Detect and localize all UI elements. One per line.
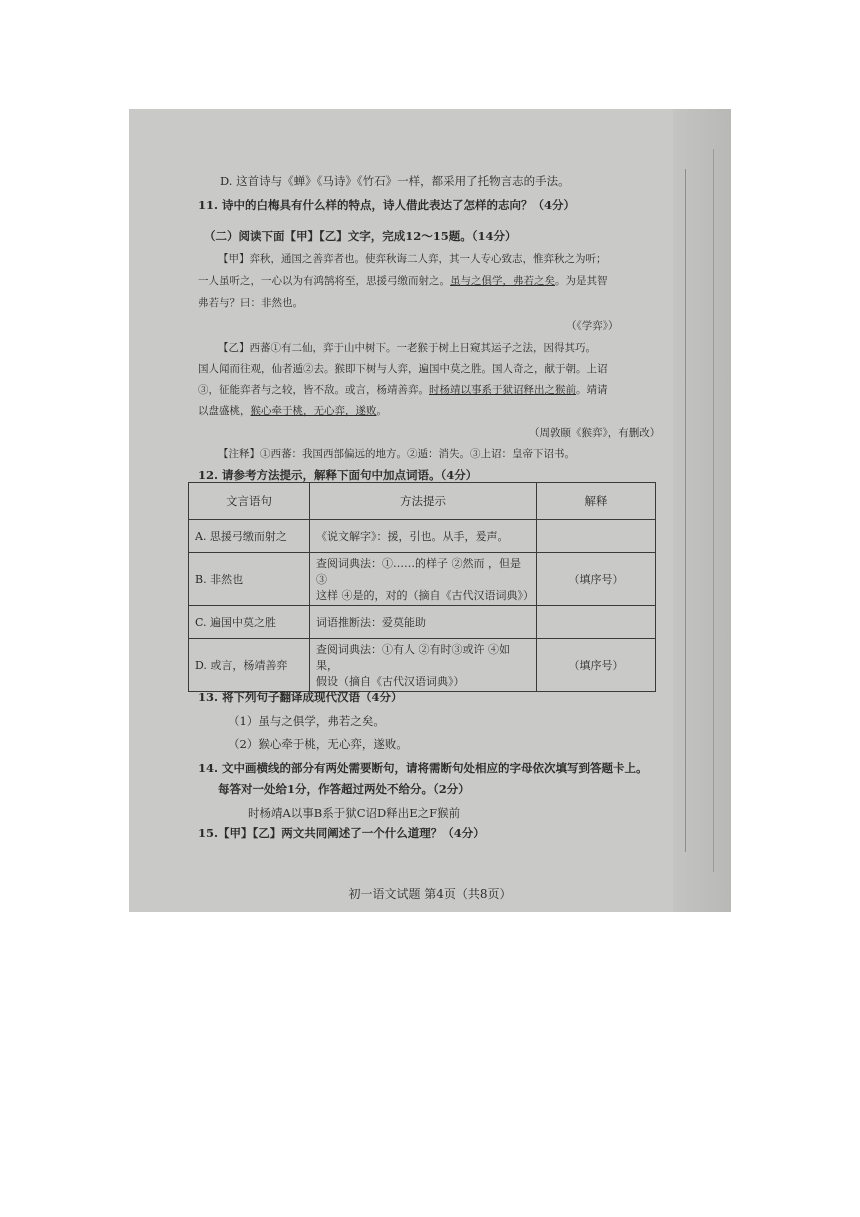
option-d: D. 这首诗与《蝉》《马诗》《竹石》一样，都采用了托物言志的手法。 [220, 174, 570, 188]
sentence-cell: D. 或言，杨靖善弈 [189, 639, 310, 692]
hint-line: 查阅词典法：①有人 ②有时③或许 ④如果， [316, 643, 510, 672]
source-jia: （《学弈》） [566, 320, 619, 332]
question-15: 15.【甲】【乙】两文共同阐述了一个什么道理？（4分） [198, 826, 485, 840]
hint-line: 查阅词典法：①……的样子 ②然而 ，但是③ [316, 557, 521, 586]
table-row [189, 520, 656, 553]
hint-cell: 词语推断法：爱莫能助 [310, 606, 537, 639]
annotation-notes: 【注释】①西蕃：我国西部偏远的地方。②遁：消失。③上诏：皇帝下诏书。 [218, 448, 575, 460]
underlined-sentence: 时杨靖以事系于狱诏释出之猴前 [429, 384, 576, 396]
text-yi-line-1: 【乙】西蕃①有二仙，弈于山中树下。一老猴于树上日窥其运子之法，因得其巧。 [218, 342, 596, 354]
text-span: 。 [376, 405, 387, 417]
sentence-cell: A. 思援弓缴而射之 [189, 520, 310, 553]
method-table [188, 482, 656, 692]
text-yi-line-4 [198, 404, 387, 419]
hint-line: 假设（摘自《古代汉语词典》） [316, 675, 465, 688]
question-11: 11. 诗中的白梅具有什么样的特点，诗人借此表达了怎样的志向？（4分） [198, 198, 576, 212]
question-12: 12. 请参考方法提示，解释下面句中加点词语。（4分） [198, 468, 478, 482]
sentence-cell: B. 非然也 [189, 553, 310, 606]
binding-margin [673, 109, 731, 912]
sentence-cell: C. 遍国中莫之胜 [189, 606, 310, 639]
text-jia-line-2 [198, 274, 608, 289]
table-row [189, 639, 656, 692]
answer-cell: （填序号） [537, 553, 656, 606]
text-yi-line-2: 国人闻而往观，仙者遁②去。猴即下树与人弈，遍国中莫之胜。国人奇之，献于朝。上诏 [198, 363, 608, 375]
text-span: 一人虽听之，一心以为有鸿鹄将至，思援弓缴而射之。 [198, 275, 450, 287]
question-14-sentence: 时杨靖A以事B系于狱C诏D释出E之F猴前 [248, 806, 461, 820]
column-header: 方法提示 [310, 483, 537, 520]
page-footer: 初一语文试题 第4页（共8页） [348, 887, 512, 901]
margin-line [685, 169, 686, 852]
hint-line: 这样 ④是的，对的（摘自《古代汉语词典》） [316, 589, 534, 602]
question-13-item-1: （1）虽与之俱学，弗若之矣。 [228, 714, 385, 728]
answer-cell [537, 606, 656, 639]
text-jia-line-1: 【甲】弈秋，通国之善弈者也。使弈秋诲二人弈，其一人专心致志，惟弈秋之为听； [218, 253, 607, 265]
underlined-sentence: 猴心牵于桃，无心弈，遂败 [250, 405, 377, 417]
hint-cell [310, 553, 537, 606]
underlined-sentence: 虽与之俱学，弗若之矣 [450, 275, 555, 287]
column-header: 文言语句 [189, 483, 310, 520]
table-row [189, 553, 656, 606]
column-header: 解释 [537, 483, 656, 520]
question-13: 13. 将下列句子翻译成现代汉语（4分） [198, 690, 403, 704]
text-span: ③，征能弈者与之较，皆不敌。或言，杨靖善弈。 [198, 384, 429, 396]
question-14: 14. 文中画横线的部分有两处需要断句，请将需断句处相应的字母依次填写到答题卡上。 [198, 761, 648, 775]
answer-cell: （填序号） [537, 639, 656, 692]
source-yi: （周敦颐《猴弈》，有删改） [529, 427, 661, 439]
hint-cell: 《说文解字》：援，引也。从手，爰声。 [310, 520, 537, 553]
table-header-row [189, 483, 656, 520]
section-2-heading: （二）阅读下面【甲】【乙】文字，完成12～15题。（14分） [204, 229, 517, 243]
text-jia-line-3: 弗若与？曰：非然也。 [198, 297, 303, 309]
table-row [189, 606, 656, 639]
hint-cell [310, 639, 537, 692]
text-span: 以盘盛桃， [198, 405, 251, 417]
margin-line [713, 149, 714, 872]
text-yi-line-3 [198, 383, 608, 398]
exam-page-photo [129, 109, 731, 912]
text-span: 。为是其智 [555, 275, 608, 287]
question-14-scoring: 每答对一处给1分，作答超过两处不给分。（2分） [218, 782, 470, 796]
answer-cell [537, 520, 656, 553]
text-span: 。靖请 [576, 384, 608, 396]
question-13-item-2: （2）猴心牵于桃，无心弈，遂败。 [228, 737, 408, 751]
